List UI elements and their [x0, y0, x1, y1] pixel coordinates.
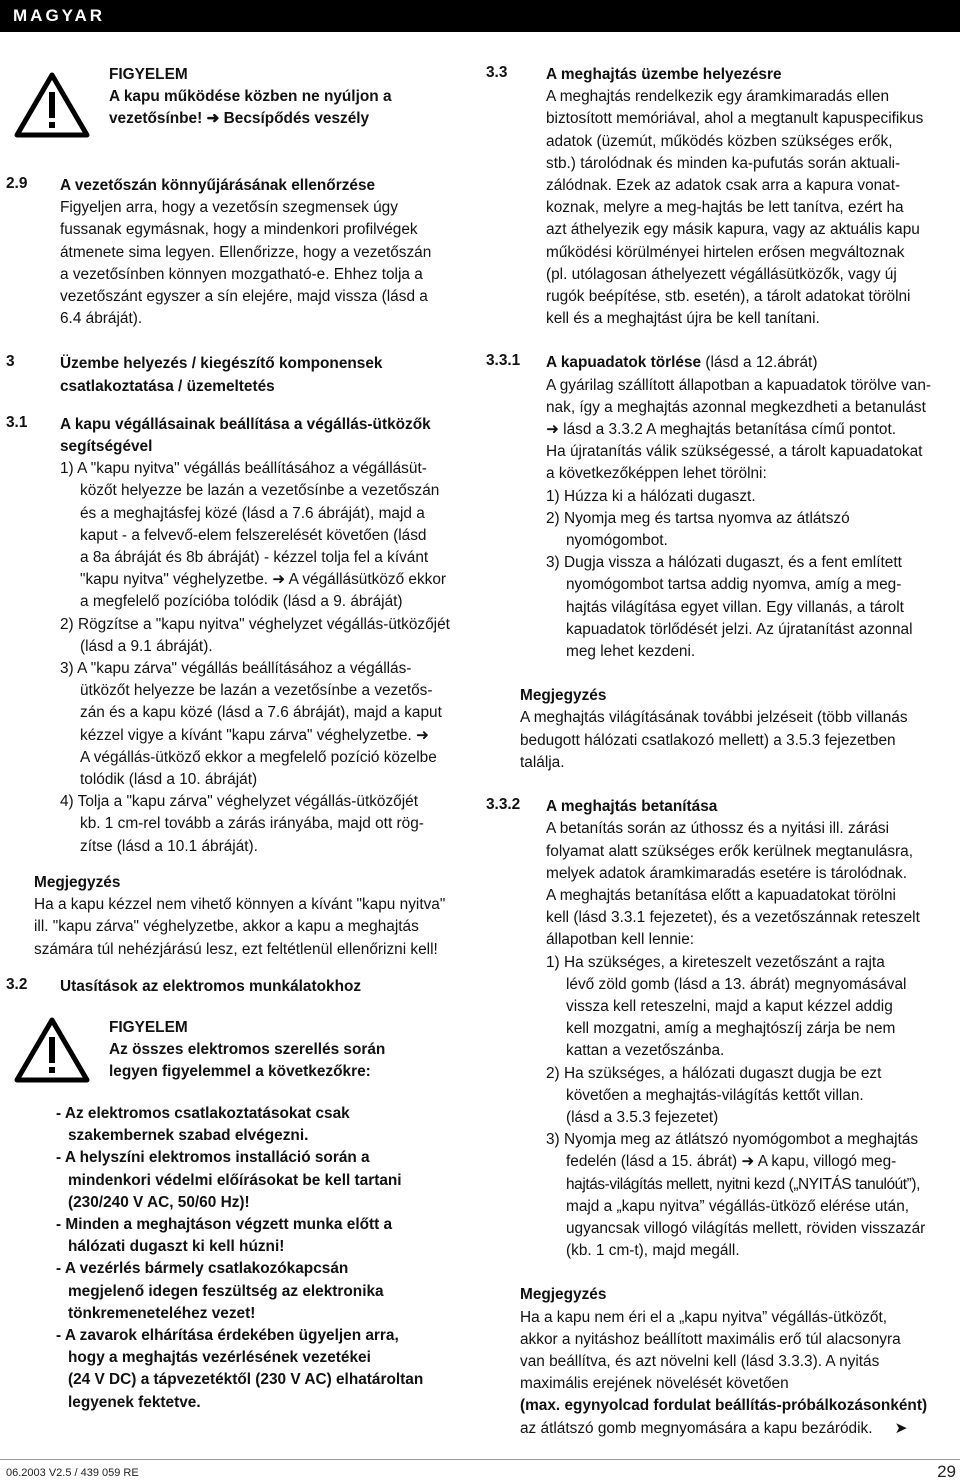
step-line: fedelén (lásd a 15. ábrát) ➜ A kapu, villogó meg-: [566, 1153, 897, 1171]
step-line: (lásd a 3.5.3 fejezetet): [566, 1108, 719, 1126]
section-number: 3.3: [486, 64, 508, 81]
left-column: [0, 64, 470, 1414]
paragraph-line: Figyeljen arra, hogy a vezetősín szegmensek úgy: [60, 199, 398, 217]
step-line: tolódik (lásd a 10. ábráját): [80, 771, 258, 789]
paragraph-line: a következőképpen lehet törölni:: [546, 465, 767, 483]
right-column: [486, 64, 956, 1440]
warning-title: FIGYELEM: [109, 66, 188, 83]
bullet-item: [56, 1214, 470, 1258]
section-title: A kapuadatok törlése: [546, 354, 702, 372]
section-2-9: [0, 175, 470, 330]
warning-triangle-icon: [14, 72, 90, 138]
paragraph-line: működési körülményei hirtelen erősen megváltoznak: [546, 243, 905, 261]
step-line: A végállás-ütköző ekkor a megfelelő pozíció közelbe: [80, 748, 437, 766]
bullet-item: [56, 1325, 470, 1414]
paragraph-line: adatok (üzemút, működés közben szükséges erők,: [546, 132, 893, 150]
step-line: nyomógombot.: [566, 532, 668, 550]
paragraph-line: A betanítás során az úthossz és a nyitási ill. zárási: [546, 820, 890, 838]
note-line: Ha a kapu nem éri el a „kapu nyitva” végállás-ütközőt,: [520, 1308, 887, 1326]
note-line: ill. "kapu zárva" véghelyzetbe, akkor a kapu a meghajtás: [34, 918, 419, 936]
step-line: 1) A "kapu nyitva" végállás beállításához a végállásüt-: [60, 460, 427, 478]
step-line: ugyancsak villogó világítás mellett, röviden visszazár: [566, 1219, 926, 1237]
warning-text: Az összes elektromos szerellés során: [109, 1041, 386, 1059]
step-line: és a meghajtásfej közé (lásd a 7.6 ábráját), majd a: [80, 504, 425, 522]
section-3-3: [486, 64, 956, 330]
section-title-ref: (lásd a 12.ábrát): [701, 354, 818, 372]
bullet-line: legyenek fektetve.: [68, 1393, 201, 1411]
step-line: ütközőt helyezze be lazán a vezetősínbe a vezetős-: [80, 682, 433, 700]
step-line: a 8a ábráját és 8b ábráját) - kézzel tolja fel a kívánt: [80, 549, 429, 567]
step-line: 2) Ha szükséges, a hálózati dugaszt dugja be ezt: [546, 1064, 882, 1082]
warning-text: legyen figyelemmel a következőkre:: [109, 1063, 371, 1081]
step-line: 3) Dugja vissza a hálózati dugaszt, és a fent említett: [546, 554, 902, 572]
step-line: kapuadatok törlődését jelzi. Az újratanítást azonnal: [566, 620, 913, 638]
note-line: A meghajtás világításának további jelzéseit (több villanás: [520, 709, 908, 727]
step-line: hajtás világítása egyet villan. Egy villanás, a tárolt: [566, 598, 904, 616]
paragraph-line: Ha újratanítás válik szükségessé, a tárolt kapuadatokat: [546, 443, 923, 461]
section-number: 3.3.2: [486, 796, 521, 814]
step-line: kattan a vezetőszánba.: [566, 1042, 725, 1060]
bullet-line: hogy a meghajtás vezérlésének vezetékei: [68, 1349, 371, 1367]
bullet-line: tönkremeneteléhez vezet!: [68, 1304, 256, 1322]
bullet-line: mindenkori védelmi előírásokat be kell tartani: [68, 1171, 402, 1189]
note-line: találja.: [520, 753, 565, 771]
step-line: hajtás-világítás mellett, nyitni kezd („NYITÁS tanulóút”),: [566, 1175, 921, 1193]
step-line: közőt helyezze be lazán a vezetősínbe a vezetőszán: [80, 482, 440, 500]
section-title: Utasítások az elektromos munkálatokhoz: [60, 977, 362, 995]
section-title: segítségével: [60, 438, 153, 456]
step-line: 2) Rögzítse a "kapu nyitva" véghelyzet végállás-ütközőjét: [60, 615, 450, 633]
paragraph-line: kell (lásd 3.3.1 fejezetet), és a vezetőszánnak reteszelt: [546, 909, 920, 927]
bullet-line: megjelenő idegen feszültség az elektronika: [68, 1282, 384, 1300]
paragraph-line: A meghajtás rendelkezik egy áramkimaradás ellen: [546, 88, 890, 106]
step-line: 3) Nyomja meg az átlátszó nyomógombot a meghajtás: [546, 1131, 919, 1149]
step-line: 3) A "kapu zárva" végállás beállításához a végállás-: [60, 660, 412, 678]
warning-text: A kapu működése közben ne nyúljon a: [109, 88, 392, 106]
note-title: Megjegyzés: [520, 1286, 607, 1304]
section-number: 3: [6, 353, 15, 371]
bullet-line: - Az elektromos csatlakoztatásokat csak: [56, 1104, 350, 1122]
page-number: 29: [937, 1462, 956, 1481]
note-title: Megjegyzés: [520, 687, 607, 705]
bullet-line: - A helyszíni elektromos installáció során a: [56, 1149, 370, 1167]
paragraph-line: A gyárilag szállított állapotban a kapuadatok törölve van-: [546, 376, 932, 394]
step-line: követően a meghajtás-világítás kettőt villan.: [566, 1086, 864, 1104]
section-number: 3.3.1: [486, 352, 521, 370]
step-line: (kb. 1 cm-t), majd megáll.: [566, 1242, 740, 1260]
step-line: zítse (lásd a 10.1 ábráját).: [80, 837, 258, 855]
section-number: 2.9: [6, 175, 28, 192]
section-number: 3.1: [6, 413, 28, 431]
bullet-line: - A vezérlés bármely csatlakozókapcsán: [56, 1260, 349, 1278]
footer-rule: [0, 1459, 960, 1460]
paragraph-line: fussanak egymásnak, hogy a mindenkori profilvégek: [60, 221, 418, 239]
section-title: csatlakoztatása / üzemeltetés: [60, 377, 275, 395]
paragraph-line: ➜ lásd a 3.3.2 A meghajtás betanítása című pontot.: [546, 421, 897, 439]
section-3-2: [0, 976, 470, 998]
paragraph-line: A meghajtás betanítása előtt a kapuadatokat törölni: [546, 886, 896, 904]
step-line: kaput - a felvevő-elem felszerelését követően (lásd: [80, 526, 427, 544]
paragraph-line: a vezetősínben könnyen mozgatható-e. Ehhez tolja a: [60, 265, 423, 283]
step-line: 4) Tolja a "kapu zárva" véghelyzet végállás-ütközőjét: [60, 793, 418, 811]
paragraph-line: biztosított memóriával, ahol a megtanult kapuspecifikus: [546, 110, 924, 128]
section-3: [0, 353, 470, 397]
bullet-line: (24 V DC) a tápvezetéktől (230 V AC) elhatároltan: [68, 1371, 424, 1389]
warning-bullets: [0, 1103, 470, 1414]
paragraph-line: (pl. utólagosan áthelyezett végállásütközők, vagy új: [546, 265, 897, 283]
section-title: A meghajtás betanítása: [546, 798, 718, 816]
bullet-line: hálózati dugaszt ki kell húzni!: [68, 1238, 285, 1256]
section-3-1: [0, 414, 470, 858]
bullet-item: [56, 1103, 470, 1147]
bullet-item: [56, 1258, 470, 1325]
step-line: meg lehet kezdeni.: [566, 643, 696, 661]
note-line: akkor a nyitáshoz beállított maximális erő túl alacsonyra: [520, 1330, 901, 1348]
step-item: [60, 658, 470, 791]
warning-box-1: [0, 64, 470, 166]
step-line: kell mozgatni, amíg a meghajtószíj zárja be nem: [566, 1020, 896, 1038]
step-line: (lásd a 9.1 ábráját).: [80, 637, 213, 655]
note-line: az átlátszó gomb megnyomására a kapu bezáródik.: [520, 1419, 873, 1437]
bullet-line: szakembernek szabad elvégezni.: [68, 1127, 309, 1145]
paragraph-line: állapotban kell lennie:: [546, 931, 695, 949]
step-line: 1) Ha szükséges, a kireteszelt vezetőszánt a rajta: [546, 953, 885, 971]
paragraph-line: koznak, melyre a meg-hajtás be lett tanítva, ezért ha: [546, 199, 904, 217]
step-line: kb. 1 cm-rel tovább a zárás irányába, majd ott rög-: [80, 815, 424, 833]
paragraph-line: melyek adatok áramkimaradás esetére is tárolódnak.: [546, 864, 907, 882]
note-line: számára túl nehézjárású lesz, ezt feltétlenül ellenőrizni kell!: [34, 940, 438, 958]
footer-doc-code: 06.2003 V2.5 / 439 059 RE: [6, 1467, 139, 1479]
step-line: a megfelelő pozícióba tolódik (lásd a 9. ábráját): [80, 593, 403, 611]
section-title: Üzembe helyezés / kiegészítő komponensek: [60, 355, 383, 373]
step-line: "kapu nyitva" véghelyzetbe. ➜ A végállásütköző ekkor: [80, 571, 447, 589]
warning-text: vezetősínbe! ➜ Becsípődés veszély: [109, 110, 370, 128]
section-3-3-1: [486, 352, 956, 663]
note-title: Megjegyzés: [34, 873, 121, 891]
paragraph-line: 6.4 ábráját).: [60, 310, 143, 328]
section-title: A meghajtás üzembe helyezésre: [546, 66, 782, 83]
step-line: vissza kell reteszelni, majd a kaput kézzel addig: [566, 997, 893, 1015]
step-line: kézzel vigye a kívánt "kapu zárva" véghelyzetbe. ➜: [80, 726, 429, 744]
note-2: [486, 685, 956, 774]
step-item: [60, 791, 470, 858]
step-line: lévő zöld gomb (lásd a 13. ábrát) megnyomásával: [566, 975, 907, 993]
language-label: MAGYAR: [13, 6, 105, 25]
step-line: 1) Húzza ki a hálózati dugaszt.: [546, 487, 756, 505]
paragraph-line: azt áthelyezik egy másik kapura, vagy az aktuális kapu: [546, 221, 920, 239]
note-line: bedugott hálózati csatlakozó mellett) a 3.5.3 fejezetben: [520, 731, 896, 749]
section-title: A vezetőszán könnyűjárásának ellenőrzése: [60, 177, 376, 194]
paragraph-line: folyamat alatt szükséges erők kerülnek megtanulásra,: [546, 842, 913, 860]
warning-box-2: [0, 1017, 470, 1103]
warning-title: FIGYELEM: [109, 1018, 188, 1036]
note-line-bold: (max. egynyolcad fordulat beállítás-próbálkozásonként): [520, 1397, 928, 1415]
warning-triangle-icon: [14, 1017, 90, 1083]
bullet-line: - Minden a meghajtáson végzett munka előtt a: [56, 1215, 393, 1233]
paragraph-line: zálódnak. Ezek az adatok csak arra a kapura vonat-: [546, 177, 901, 195]
step-line: nyomógombot tartsa addig nyomva, amíg a meg-: [566, 576, 902, 594]
continue-arrow-icon: ➤: [894, 1419, 908, 1437]
paragraph-line: kell és a meghajtást újra be kell tanítani.: [546, 310, 820, 328]
bullet-line: (230/240 V AC, 50/60 Hz)!: [68, 1193, 250, 1211]
note-1: [0, 872, 470, 961]
section-number: 3.2: [6, 975, 28, 993]
step-item: [60, 458, 470, 613]
language-header: [0, 0, 960, 32]
paragraph-line: vezetőszánt egyszer a sín elejére, majd vissza (lásd a: [60, 288, 428, 306]
note-line: van beállítva, és azt növelni kell (lásd 3.3.3). A nyitás: [520, 1352, 880, 1370]
paragraph-line: átmenete sima legyen. Ellenőrizze, hogy a vezetőszán: [60, 243, 432, 261]
paragraph-line: stb.) tárolódnak és minden ka-pufutás során aktuali-: [546, 154, 901, 172]
section-title: A kapu végállásainak beállítása a végállás-ütközők: [60, 415, 431, 433]
paragraph-line: nak, így a meghajtás azonnal megkezdheti a betanulást: [546, 398, 926, 416]
note-3: [486, 1284, 956, 1439]
step-line: zán és a kapu közé (lásd a 7.6 ábráját), majd a kaput: [80, 704, 442, 722]
bullet-item: [56, 1147, 470, 1214]
note-line: maximális erejének növelését követően: [520, 1375, 789, 1393]
step-line: 2) Nyomja meg és tartsa nyomva az átlátszó: [546, 509, 850, 527]
paragraph-line: rugók beépítése, stb. esetén), a tárolt adatokat törölni: [546, 288, 911, 306]
step-line: majd a „kapu nyitva” végállás-ütköző elérése után,: [566, 1197, 910, 1215]
step-item: [60, 614, 470, 658]
note-line: Ha a kapu kézzel nem vihető könnyen a kívánt "kapu nyitva": [34, 896, 446, 914]
bullet-line: - A zavarok elhárítása érdekében ügyeljen arra,: [56, 1326, 399, 1344]
section-3-3-2: [486, 796, 956, 1262]
